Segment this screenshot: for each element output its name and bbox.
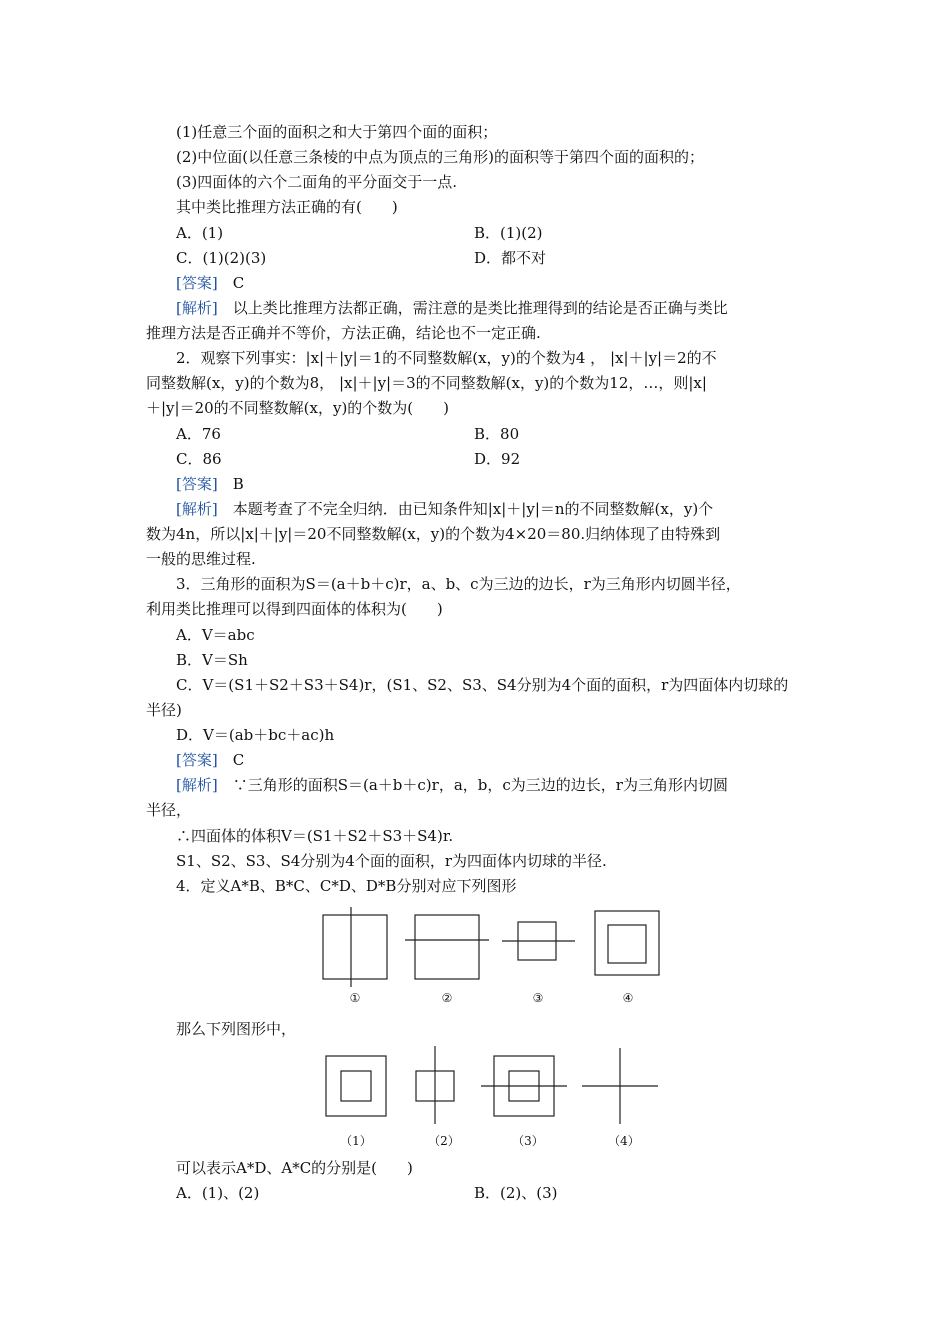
q4-line-2: 那么下列图形中， <box>176 1020 297 1038</box>
q1-option-a: A．(1) <box>176 224 224 242</box>
q1-line-1: (1)任意三个面的面积之和大于第四个面的面积； <box>176 123 498 141</box>
q3-option-b: B．V＝Sh <box>176 651 248 669</box>
q1-analysis-1 <box>176 298 728 318</box>
q1-line-2: (2)中位面(以任意三条棱的中点为顶点的三角形)的面积等于第四个面的面积的； <box>176 148 704 166</box>
fig1-square <box>323 915 387 979</box>
q3-line-1: 3．三角形的面积为S＝(a＋b＋c)r，a、b、c为三边的边长，r为三角形内切圆半径， <box>176 575 741 593</box>
q3-option-d: D．V＝(ab＋bc＋ac)h <box>176 726 335 744</box>
q1-answer <box>176 273 244 293</box>
q3-option-c-2: 半径) <box>146 701 182 719</box>
fig4-small-square <box>608 925 646 963</box>
analysis-tag: [解析] <box>176 299 218 317</box>
fig-label-1: ① <box>349 991 361 1005</box>
fig-label-3: ③ <box>532 991 544 1005</box>
answer-value: B <box>232 475 244 493</box>
q1-option-d: D．都不对 <box>474 249 547 267</box>
q2-option-c: C．86 <box>176 450 222 468</box>
q3-answer <box>176 750 244 770</box>
choice-label-2: （2） <box>428 1134 460 1148</box>
q2-line-2: 同整数解(x，y)的个数为8， |x|＋|y|＝3的不同整数解(x，y)的个数为12，…，则|x| <box>146 374 707 392</box>
choice1-small-square <box>341 1071 371 1101</box>
analysis-tag: [解析] <box>176 500 218 518</box>
answer-value: C <box>232 274 245 292</box>
q2-analysis-1 <box>176 499 713 519</box>
q3-analysis-1 <box>176 775 728 795</box>
choice-figures <box>300 1040 680 1124</box>
q2-answer <box>176 474 244 494</box>
q3-analysis-4: S1、S2、S3、S4分别为4个面的面积，r为四面体内切球的半径. <box>176 852 607 870</box>
analysis-tag: [解析] <box>176 776 218 794</box>
choice1-big-square <box>326 1056 386 1116</box>
q3-option-a: A．V＝abc <box>176 626 255 644</box>
choice-label-4: （4） <box>608 1134 640 1148</box>
q1-analysis-2: 推理方法是否正确并不等价，方法正确，结论也不一定正确. <box>146 324 541 342</box>
q1-question: 其中类比推理方法正确的有( ) <box>176 198 398 216</box>
q2-option-d: D．92 <box>474 450 521 468</box>
q1-option-b: B．(1)(2) <box>474 224 543 242</box>
q4-option-a: A．(1)、(2) <box>176 1184 260 1202</box>
q1-line-3: (3)四面体的六个二面角的平分面交于一点. <box>176 173 458 191</box>
answer-tag: [答案] <box>176 274 218 292</box>
q2-option-a: A．76 <box>176 425 221 443</box>
q1-option-c: C．(1)(2)(3) <box>176 249 267 267</box>
q3-line-2: 利用类比推理可以得到四面体的体积为( ) <box>146 600 443 618</box>
q3-analysis-3: ∴四面体的体积V＝(S1＋S2＋S3＋S4)r. <box>176 827 454 845</box>
answer-tag: [答案] <box>176 751 218 769</box>
analysis-text: 以上类比推理方法都正确，需注意的是类比推理得到的结论是否正确与类比 <box>232 299 728 317</box>
q2-analysis-2: 数为4n，所以|x|＋|y|＝20不同整数解(x，y)的个数为4×20＝80.归纳体现了由特殊到 <box>146 525 721 543</box>
q4-line-1: 4．定义A*B、B*C、C*D、D*B分别对应下列图形 <box>176 877 517 895</box>
q4-line-3: 可以表示A*D、A*C的分别是( ) <box>176 1159 413 1177</box>
fig-label-4: ④ <box>622 991 634 1005</box>
q3-option-c-1: C．V＝(S1＋S2＋S3＋S4)r，(S1、S2、S3、S4分别为4个面的面积，r为四面体内切球的 <box>176 676 789 694</box>
q2-line-3: ＋|y|＝20的不同整数解(x，y)的个数为( ) <box>146 399 450 417</box>
answer-value: C <box>232 751 245 769</box>
fig2-square <box>415 915 479 979</box>
choice-label-1: （1） <box>340 1134 372 1148</box>
q2-line-1: 2．观察下列事实：|x|＋|y|＝1的不同整数解(x，y)的个数为4 ， |x|＋|y|＝2的不 <box>176 349 717 367</box>
fig-label-2: ② <box>441 991 453 1005</box>
q2-option-b: B．80 <box>474 425 520 443</box>
q4-option-b: B．(2)、(3) <box>474 1184 558 1202</box>
analysis-text: ∵三角形的面积S＝(a＋b＋c)r，a，b，c为三边的边长，r为三角形内切圆 <box>232 776 728 794</box>
choice-label-3: （3） <box>512 1134 544 1148</box>
answer-tag: [答案] <box>176 475 218 493</box>
fig4-big-square <box>595 911 659 975</box>
q3-analysis-2: 半径， <box>146 801 192 819</box>
analysis-text: 本题考查了不完全归纳．由已知条件知|x|＋|y|＝n的不同整数解(x，y)个 <box>232 500 714 518</box>
q2-analysis-3: 一般的思维过程. <box>146 550 256 568</box>
